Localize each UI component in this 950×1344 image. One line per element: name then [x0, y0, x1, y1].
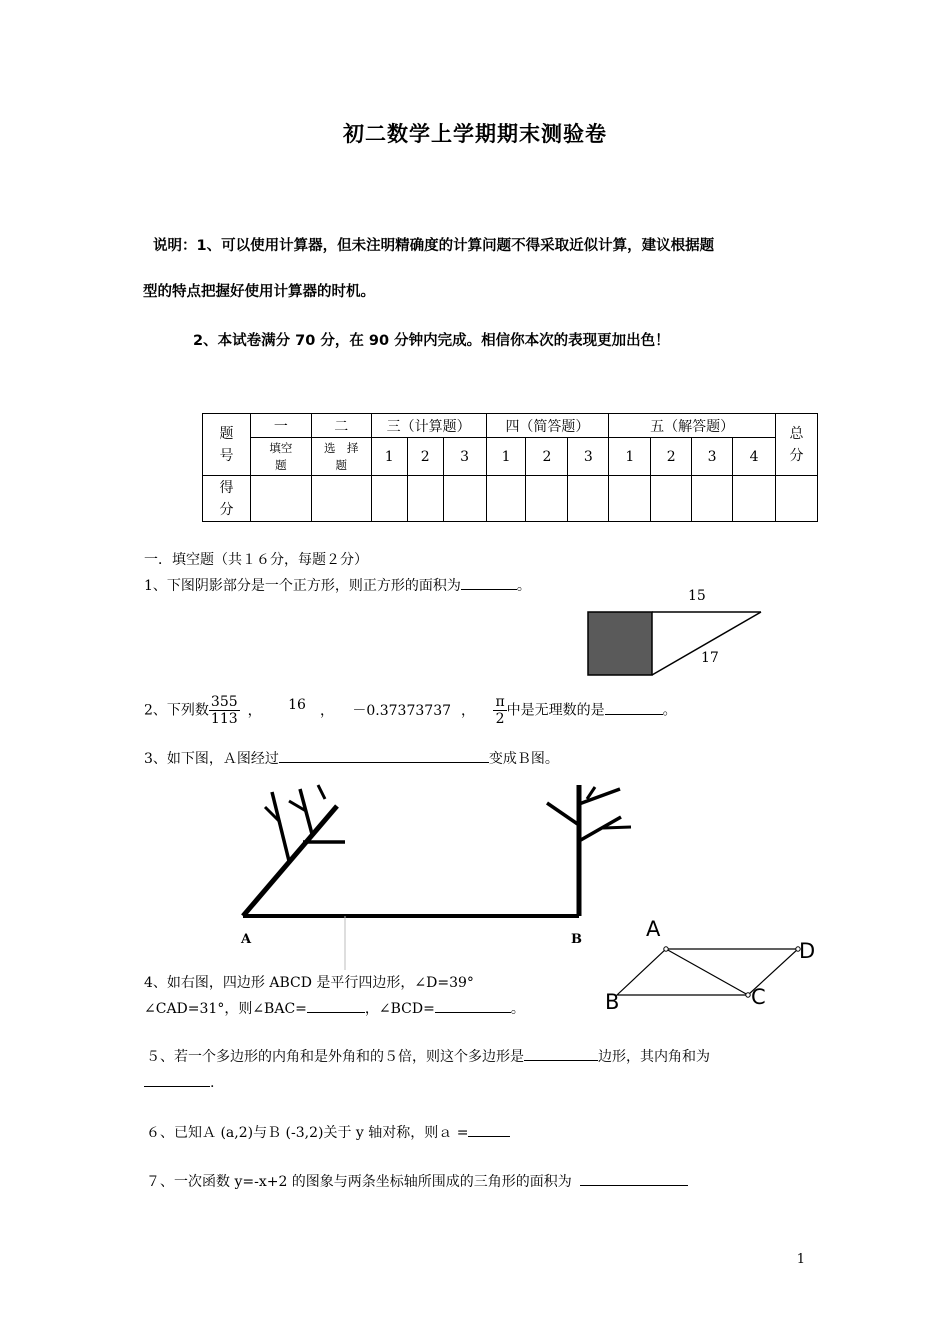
- sub-number: 3: [443, 438, 486, 476]
- instruction-line-2: 型的特点把握好使用计算器的时机。: [143, 284, 375, 300]
- section-2-header: 二: [311, 414, 371, 438]
- shaded-square: [588, 612, 652, 675]
- tree-a-branch: [300, 789, 312, 834]
- sub-number: 3: [692, 438, 733, 476]
- tree-a-branch: [272, 792, 289, 861]
- fraction-355-113: $\frac{355}{113}$: [210, 694, 238, 727]
- tree-a-twig: [318, 785, 325, 799]
- vertex-a: [664, 947, 668, 951]
- question-3: [144, 748, 559, 768]
- answer-blank[interactable]: [307, 998, 365, 1013]
- answer-blank[interactable]: [580, 1171, 688, 1186]
- score-cell[interactable]: [250, 476, 311, 522]
- row-header-score: 得分: [203, 476, 251, 522]
- answer-blank[interactable]: [279, 748, 489, 763]
- answer-blank[interactable]: [468, 1122, 510, 1137]
- sqrt-16: 16: [288, 696, 306, 713]
- sub-number: 1: [609, 438, 651, 476]
- answer-blank[interactable]: [605, 700, 663, 715]
- answer-blank[interactable]: [435, 998, 511, 1013]
- tree-transformation-figure: [225, 775, 645, 975]
- section-heading: 一．填空题（共１６分，每题２分）: [144, 552, 368, 568]
- label-vertex-b: B: [605, 990, 620, 1014]
- question-7: ７、一次函数 y=-x+2 的图象与两条坐标轴所围成的三角形的面积为: [146, 1171, 688, 1191]
- section-3-header: 三（计算题）: [371, 414, 486, 438]
- score-table: [202, 413, 818, 522]
- parallelogram-figure: [600, 912, 825, 1014]
- label-vertex-a: A: [646, 917, 661, 941]
- page-number: 1: [796, 1252, 805, 1267]
- answer-blank[interactable]: [524, 1046, 598, 1061]
- label-b: B: [571, 932, 582, 947]
- question-4-line-2: ∠CAD=31°，则∠BAC= ，∠BCD= 。: [144, 998, 525, 1018]
- score-cell[interactable]: [651, 476, 692, 522]
- question-5-line-2: .: [144, 1072, 214, 1091]
- question-2: 2、下列数 $\frac{355}{113}$ ， 16 ， －0.37373737 ， $\frac{\pi}{2}$ 中是无理数的是 。: [144, 694, 677, 727]
- question-3-prefix: 3、如下图，Ａ图经过: [144, 751, 279, 767]
- tree-b-twig: [603, 827, 631, 828]
- label-17: 17: [701, 650, 719, 666]
- sub-number: 1: [371, 438, 407, 476]
- score-cell[interactable]: [486, 476, 526, 522]
- tree-b-branch: [547, 803, 579, 825]
- score-cell[interactable]: [568, 476, 609, 522]
- vertex-c: [746, 993, 750, 997]
- sub-choice-header: 选 择题: [311, 438, 371, 476]
- question-2-prefix: 2、下列数: [144, 702, 209, 719]
- instruction-line-3: 2、本试卷满分 70 分，在 90 分钟内完成。相信你本次的表现更加出色！: [193, 333, 670, 349]
- section-4-header: 四（简答题）: [486, 414, 609, 438]
- total-header: 总分: [776, 414, 818, 476]
- question-1-suffix: 。: [516, 578, 531, 594]
- question-1: [144, 575, 531, 595]
- score-cell[interactable]: [371, 476, 407, 522]
- score-cell[interactable]: [407, 476, 443, 522]
- score-cell[interactable]: [692, 476, 733, 522]
- label-a: A: [241, 932, 252, 947]
- fraction-pi-2: $\frac{\pi}{2}$: [495, 694, 505, 727]
- section-5-header: 五（解答题）: [609, 414, 776, 438]
- square-triangle-figure: [585, 585, 770, 685]
- label-vertex-c: C: [751, 985, 766, 1009]
- repeating-decimal: －0.37373737: [352, 702, 452, 719]
- tree-b-branch: [579, 789, 620, 804]
- score-cell[interactable]: [776, 476, 818, 522]
- label-15: 15: [688, 588, 706, 604]
- score-cell[interactable]: [443, 476, 486, 522]
- score-cell[interactable]: [609, 476, 651, 522]
- sub-number: 2: [526, 438, 568, 476]
- score-cell[interactable]: [311, 476, 371, 522]
- question-6: ６、已知Ａ (a,2)与Ｂ (-3,2)关于 y 轴对称，则ａ =: [146, 1122, 510, 1142]
- question-2-tail: 中是无理数的是: [506, 702, 605, 719]
- instruction-line-1: 说明：1、可以使用计算器，但未注明精确度的计算问题不得采取近似计算，建议根据题: [153, 238, 715, 254]
- question-4-line-1: 4、如右图，四边形 ABCD 是平行四边形，∠D=39°: [144, 975, 474, 991]
- question-1-text: 1、下图阴影部分是一个正方形，则正方形的面积为: [144, 578, 461, 594]
- page-title: 初二数学上学期期末测验卷: [343, 121, 607, 146]
- answer-blank[interactable]: [144, 1072, 210, 1087]
- sub-number: 1: [486, 438, 526, 476]
- score-cell[interactable]: [733, 476, 776, 522]
- diagonal-ac: [666, 949, 748, 995]
- sub-number: 2: [651, 438, 692, 476]
- sub-number: 4: [733, 438, 776, 476]
- sub-fill-header: 填空题: [250, 438, 311, 476]
- section-1-header: 一: [250, 414, 311, 438]
- score-cell[interactable]: [526, 476, 568, 522]
- question-5-line-1: ５、若一个多边形的内角和是外角和的５倍，则这个多边形是 边形，其内角和为: [146, 1046, 710, 1066]
- answer-blank[interactable]: [461, 575, 517, 590]
- sub-number: 2: [407, 438, 443, 476]
- sub-number: 3: [568, 438, 609, 476]
- tree-a-trunk: [243, 806, 337, 916]
- label-vertex-d: D: [799, 939, 816, 963]
- row-header-question: 题号: [203, 414, 251, 476]
- question-3-suffix: 变成Ｂ图。: [488, 751, 559, 767]
